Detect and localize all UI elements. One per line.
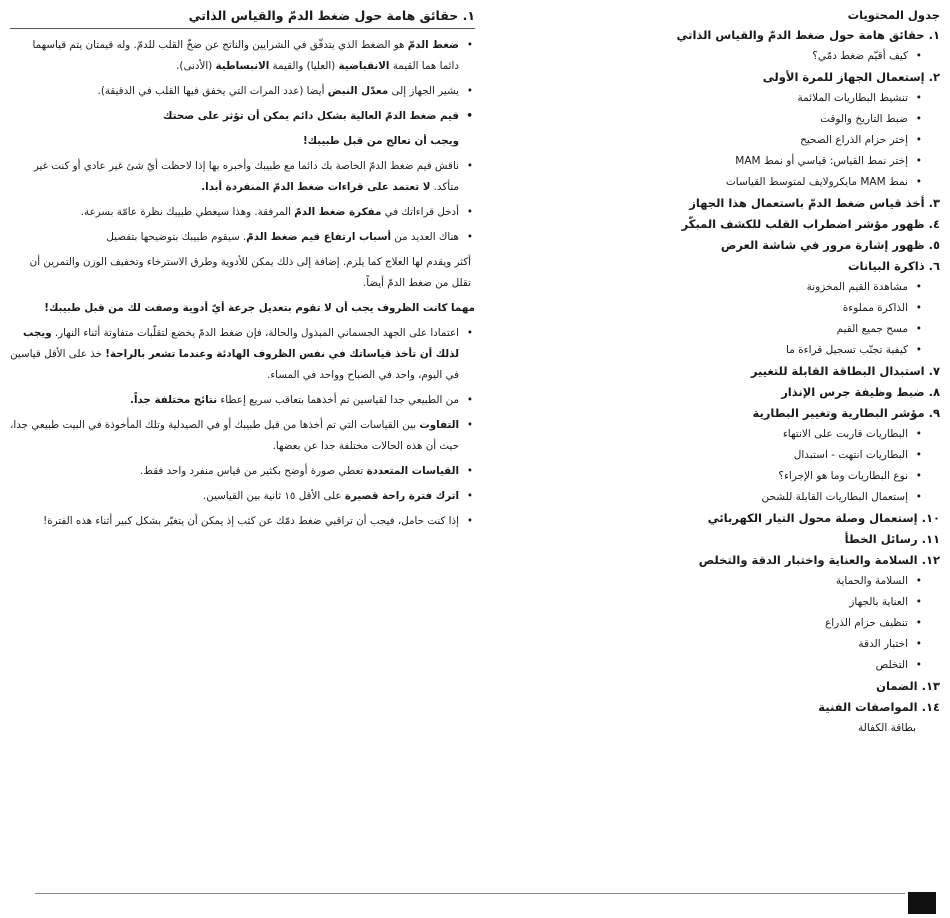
facts-list: [10, 35, 475, 248]
list-item: [10, 227, 475, 248]
text: (العليا) والقيمة: [269, 60, 339, 72]
text: المرفقة. وهذا سيعطي طبيبك نظرة عامّة بسرعة.: [80, 206, 295, 218]
bold-text: القياسات المتعددة: [366, 465, 459, 477]
toc-subsection-item[interactable]: • إستعمال البطاريات القابلة للشحن: [640, 487, 908, 508]
list-item: [10, 511, 475, 532]
bold-text: الانقباضية: [338, 60, 390, 72]
toc-section-1[interactable]: ١. حقائق هامة حول ضغط الدمّ والقياس الذاتي: [676, 28, 940, 42]
toc-subsection-item[interactable]: • البطاريات انتهت - استبدال: [640, 445, 908, 466]
toc-subsection-item[interactable]: • كيفية تجنّب تسجيل قراءة ما: [640, 340, 908, 361]
toc-subsection-list: [640, 88, 940, 193]
toc-subsection-item[interactable]: • التخلص: [640, 655, 908, 676]
text: تعطي صورة أوضح بكثير من قياس منفرد واحد فقط.: [140, 465, 367, 477]
text: إذا كنت حامل، فيجب أن تراقبي ضغط دمّك عن كثب إذ يمكن أن يتغيّر بشكل كبير أثناء هذه الفترة!: [43, 515, 459, 527]
toc-section-14[interactable]: ١٤. المواصفات الفنية: [818, 700, 940, 714]
text: خذ على الأقل قياسين في اليوم، واحد في الصباح وواحد في المساء.: [10, 348, 459, 381]
toc-subsection-list: [640, 46, 940, 67]
toc-section-4[interactable]: ٤. ظهور مؤشر اضطراب القلب للكشف المبكّر: [681, 217, 940, 231]
toc-subsection-item[interactable]: • السلامة والحماية: [640, 571, 908, 592]
toc-subsection-item[interactable]: • ضبط التاريخ والوقت: [640, 109, 908, 130]
list-item: [10, 390, 475, 411]
text: على الأقل ١٥ ثانية بين القياسين.: [202, 490, 345, 502]
toc-body: [640, 25, 940, 718]
toc-subsection-item[interactable]: • الذاكرة مملوءة: [640, 298, 908, 319]
table-of-contents: [640, 8, 940, 738]
section-title: ١. حقائق هامة حول ضغط الدمّ والقياس الذاتي: [10, 8, 475, 29]
bold-text: معدّل النبض: [327, 85, 389, 97]
bold-text: الانبساطية: [215, 60, 270, 72]
toc-section-10[interactable]: ١٠. إستعمال وصلة محول التيار الكهربائي: [707, 511, 940, 525]
toc-subsection-item[interactable]: • نمط MAM مايكرولايف لمتوسط القياسات: [640, 172, 908, 193]
paragraph: أكثر ويقدم لها العلاج كما يلزم. إضافة إلى ذلك يمكن للأدوية وطرق الاسترخاء وتخفيف الوزن والتمرين أن تقلل من ضغط الدمّ أيضاً.: [29, 256, 471, 289]
bold-text: ويجب لذلك أن تأخذ قياساتك في نفس الظروف الهادئة وعندما تشعر بالراحة!: [23, 327, 459, 360]
text: هناك العديد من: [391, 231, 459, 243]
text: بين القياسات التي تم أخذها من قبل طبيبك أو في الصيدلية وتلك المأخوذة في البيت طبيعي جدا، حيث أن هذه الحالات مختلفة جدا عن بعضها.: [10, 419, 459, 452]
warning-line-2: ويجب أن تعالج من قبل طبيبك!: [302, 135, 459, 147]
list-item: [10, 461, 475, 482]
toc-heading: جدول المحتويات: [847, 8, 940, 22]
toc-section-7[interactable]: ٧. استبدال البطاقة القابلة للتغيير: [750, 364, 940, 378]
toc-extra-warranty-card[interactable]: بطاقة الكفالة: [858, 722, 916, 734]
bold-text: لا تعتمد على قراءات ضغط الدمّ المنفردة أبدا.: [201, 181, 431, 193]
warning-line-1: • قيم ضغط الدمّ العالية بشكل دائم يمكن أن تؤثر على صحتك: [163, 110, 459, 122]
text: أيضا (عدد المرات التي يخفق فيها القلب في الدقيقة).: [97, 85, 328, 97]
text: . سيقوم طبيبك بتوضيحها بتفصيل: [106, 231, 247, 243]
list-item: [10, 202, 475, 223]
bold-text: التفاوت: [419, 419, 459, 431]
toc-subsection-item[interactable]: • تنشيط البطاريات الملائمة: [640, 88, 908, 109]
toc-subsection-item[interactable]: • كيف أقيّم ضغط دمّي؟: [640, 46, 908, 67]
list-item: [10, 35, 475, 77]
facts-list-2: [10, 298, 475, 532]
toc-subsection-list: [640, 277, 940, 361]
toc-subsection-list: [640, 424, 940, 508]
text: أدخل قراءاتك في: [381, 206, 459, 218]
list-item: [10, 415, 475, 457]
bold-text: نتائج مختلفة جداً.: [130, 394, 218, 406]
list-item: [10, 156, 475, 198]
toc-subsection-item[interactable]: • إختر نمط القياس: قياسي أو نمط MAM: [640, 151, 908, 172]
list-item-warning: [10, 106, 475, 152]
footer-divider: [35, 893, 905, 894]
toc-section-9[interactable]: ٩. مؤشر البطارية وتغيير البطارية: [752, 406, 940, 420]
bold-text: ضغط الدمّ: [407, 39, 459, 51]
toc-subsection-item[interactable]: • تنظيف حزام الذراع: [640, 613, 908, 634]
text: ناقش قيم ضغط الدمّ الخاصة بك دائما مع طبيبك وأخبره بها إذا لاحظت أيّ شئ غير عادي أو كنت غير متأكد.: [33, 160, 459, 193]
list-item: [10, 81, 475, 102]
main-content: [10, 8, 475, 536]
bold-text: مفكرة ضغط الدمّ: [294, 206, 382, 218]
bold-text: اترك فترة راحة قصيرة: [344, 490, 459, 502]
toc-section-3[interactable]: ٣. أخذ قياس ضغط الدمّ باستعمال هذا الجهاز: [689, 196, 940, 210]
bold-text: أسباب ارتفاع قيم ضغط الدمّ: [246, 231, 392, 243]
toc-subsection-item[interactable]: • نوع البطاريات وما هو الإجراء؟: [640, 466, 908, 487]
toc-section-11[interactable]: ١١. رسائل الخطأ: [844, 532, 940, 546]
toc-section-13[interactable]: ١٣. الضمان: [876, 679, 940, 693]
text: (الأدنى).: [176, 60, 216, 72]
toc-section-5[interactable]: ٥. ظهور إشارة مرور في شاشة العرض: [720, 238, 940, 252]
list-item: [10, 323, 475, 386]
toc-subsection-item[interactable]: • مسح جميع القيم: [640, 319, 908, 340]
toc-section-8[interactable]: ٨. ضبط وظيفة جرس الإنذار: [781, 385, 940, 399]
page-marker-block: [908, 892, 936, 914]
toc-section-2[interactable]: ٢. إستعمال الجهاز للمرة الأولى: [762, 70, 940, 84]
toc-subsection-item[interactable]: • مشاهدة القيم المخزونة: [640, 277, 908, 298]
list-item: [10, 486, 475, 507]
toc-section-12[interactable]: ١٢. السلامة والعناية واختبار الدقة والتخلص: [698, 553, 940, 567]
toc-subsection-item[interactable]: • العناية بالجهاز: [640, 592, 908, 613]
toc-subsection-item[interactable]: • البطاريات قاربت على الانتهاء: [640, 424, 908, 445]
toc-subsection-list: [640, 571, 940, 676]
text: يشير الجهاز إلى: [388, 85, 459, 97]
toc-subsection-item[interactable]: • اختبار الدقة: [640, 634, 908, 655]
text: هو الضغط الذي يتدفّق في الشرايين والناتج عن ضخّ القلب للدمّ. وله قيمتان يتم قياسهما دائما هما القيمة: [32, 39, 459, 72]
toc-section-6[interactable]: ٦. ذاكرة البيانات: [847, 259, 940, 273]
text: اعتمادا على الجهد الجسماني المبذول والحالة، فإن ضغط الدمّ يخضع لتقلّبات متفاوتة أثناء النهار.: [51, 327, 459, 339]
text: من الطبيعي جدا لقياسين تم أخذهما بتعاقب سريع إعطاء: [217, 394, 459, 406]
warning-medication: مهما كانت الظروف يجب أن لا تقوم بتعديل جرعة أيّ أدوية وصفت لك من قبل طبيبك!: [44, 302, 475, 314]
toc-subsection-item[interactable]: • إختر حزام الذراع الصحيح: [640, 130, 908, 151]
